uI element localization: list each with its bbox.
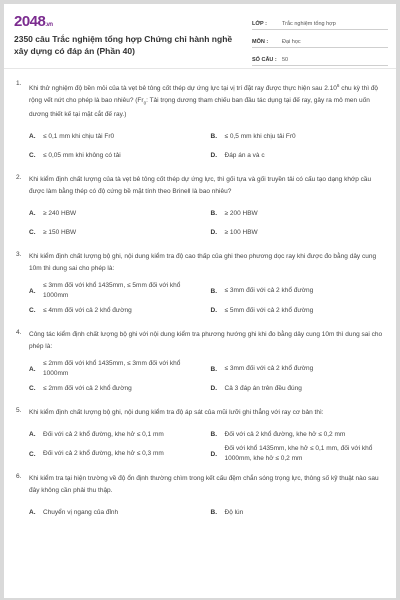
option-a[interactable] bbox=[29, 281, 205, 301]
option-text: ≥ 200 HBW bbox=[224, 209, 258, 217]
question-number: 2. bbox=[16, 174, 22, 182]
option-text: ≤ 2mm đối với cả 2 khổ đường bbox=[43, 384, 132, 392]
question-3 bbox=[16, 251, 386, 320]
option-a[interactable] bbox=[29, 359, 205, 379]
option-d[interactable] bbox=[211, 223, 387, 242]
option-letter: D. bbox=[210, 229, 217, 237]
option-d[interactable] bbox=[211, 444, 387, 464]
header bbox=[4, 4, 396, 66]
logo-text: 2048 bbox=[14, 13, 46, 30]
site-logo[interactable] bbox=[14, 13, 53, 30]
option-b[interactable] bbox=[211, 359, 387, 379]
meta-value: Đại học bbox=[282, 39, 301, 45]
option-a[interactable] bbox=[29, 425, 205, 444]
question-list bbox=[16, 80, 386, 531]
superscript: 6 bbox=[336, 83, 340, 88]
question-4 bbox=[16, 329, 386, 398]
option-letter: A. bbox=[29, 133, 36, 141]
option-text: ≤ 0,5 mm khi chịu tải Fr0 bbox=[224, 132, 296, 140]
option-letter: D. bbox=[210, 385, 217, 393]
option-text: Đối với cả 2 khổ đường, khe hở ≤ 0,1 mm bbox=[43, 430, 164, 438]
option-text: Đối với cả 2 khổ đường, khe hở ≤ 0,2 mm bbox=[224, 430, 346, 438]
option-text: Đối với cả 2 khổ đường, khe hở ≤ 0,3 mm bbox=[43, 450, 164, 458]
option-letter: C. bbox=[29, 450, 36, 458]
document-page bbox=[4, 4, 396, 598]
question-text: Khi kiểm định chất lượng của tà vẹt bê tông cốt thép dự ứng lực, thì gối tựa và gối truyền tải có cấu tạo dạng khớp cầu được làm bằng thép có độ cứng bề mặt tính theo Brinell là bao nhiêu? bbox=[29, 176, 372, 196]
meta-row-class bbox=[252, 16, 388, 30]
option-text: ≤ 0,1 mm khi chịu tải Fr0 bbox=[43, 132, 115, 140]
option-letter: B. bbox=[210, 431, 217, 439]
option-a[interactable] bbox=[29, 503, 205, 522]
option-text: ≤ 2mm đối với khổ 1435mm, ≤ 3mm đối với khổ 1000mm bbox=[43, 360, 181, 378]
option-text: Đáp án a và c bbox=[224, 151, 265, 159]
option-text: ≥ 100 HBW bbox=[224, 228, 258, 236]
option-text: Đối với khổ 1435mm, khe hở ≤ 0,1 mm, đối với khổ 1000mm, khe hở ≤ 0,2 mm bbox=[224, 445, 373, 463]
option-b[interactable] bbox=[211, 503, 387, 522]
meta-label: MÔN : bbox=[252, 39, 269, 45]
question-number: 6. bbox=[16, 473, 22, 481]
logo-suffix: .vn bbox=[45, 22, 53, 28]
option-letter: B. bbox=[210, 287, 217, 295]
option-b[interactable] bbox=[211, 204, 387, 223]
option-c[interactable] bbox=[29, 379, 205, 398]
option-text: ≤ 4mm đối với cả 2 khổ đường bbox=[43, 306, 132, 314]
option-text: ≥ 240 HBW bbox=[43, 209, 77, 217]
option-letter: A. bbox=[29, 210, 36, 218]
option-d[interactable] bbox=[211, 379, 387, 398]
option-c[interactable] bbox=[29, 146, 205, 165]
option-c[interactable] bbox=[29, 444, 205, 464]
option-letter: C. bbox=[29, 307, 36, 315]
question-text: Khi kiểm định chất lượng bộ ghi, nội dung kiểm tra độ cao thấp của ghi theo phương dọc ray khi được đo bằng dây cung 10m thì dung sai cho phép là: bbox=[29, 253, 377, 273]
question-number: 5. bbox=[16, 407, 22, 415]
option-c[interactable] bbox=[29, 301, 205, 320]
question-number: 1. bbox=[16, 80, 22, 87]
option-letter: A. bbox=[29, 287, 36, 295]
option-letter: A. bbox=[29, 431, 36, 439]
option-b[interactable] bbox=[211, 281, 387, 301]
option-text: ≤ 5mm đối với cả 2 khổ đường bbox=[224, 306, 314, 314]
subscript: 0 bbox=[143, 100, 147, 106]
option-text: Chuyển vị ngang của đỉnh bbox=[43, 508, 119, 516]
option-letter: B. bbox=[210, 210, 217, 218]
option-d[interactable] bbox=[211, 146, 387, 165]
question-5 bbox=[16, 407, 386, 464]
option-letter: D. bbox=[210, 307, 217, 315]
option-c[interactable] bbox=[29, 223, 205, 242]
option-d[interactable] bbox=[211, 301, 387, 320]
option-text: Độ lún bbox=[224, 508, 244, 516]
question-number: 4. bbox=[16, 329, 22, 337]
option-letter: D. bbox=[210, 450, 217, 458]
option-letter: C. bbox=[29, 385, 36, 393]
option-letter: B. bbox=[210, 365, 217, 373]
option-b[interactable] bbox=[211, 425, 387, 444]
meta-row-subject bbox=[252, 34, 388, 48]
header-divider bbox=[4, 68, 396, 69]
question-number: 3. bbox=[16, 251, 22, 259]
question-text-part: chu kỳ thì độ rộng vết nứt cho phép là bao nhiêu? (Fr bbox=[29, 85, 379, 105]
question-2 bbox=[16, 174, 386, 242]
meta-label: LỚP : bbox=[252, 21, 267, 27]
option-letter: C. bbox=[29, 229, 36, 237]
option-text: ≤ 0,05 mm khi không có tải bbox=[43, 151, 121, 159]
option-text: ≥ 150 HBW bbox=[43, 228, 77, 236]
meta-label: SỐ CÂU : bbox=[252, 57, 277, 63]
option-letter: B. bbox=[210, 133, 217, 141]
question-text-part: : Tải trọng dương tham chiếu ban đầu tác dụng tại đế ray, gây ra mô men uốn dương thiết kế tại mặt cắt đế ray.) bbox=[29, 97, 370, 119]
question-text: Khi kiểm định chất lượng bộ ghi, nội dung kiểm tra độ áp sát của mũi lưỡi ghi thẳng với ray cơ bản thì: bbox=[29, 409, 324, 417]
question-1 bbox=[16, 80, 386, 165]
option-a[interactable] bbox=[29, 127, 205, 146]
question-text: Công tác kiểm định chất lượng bộ ghi với nội dung kiểm tra phương hướng ghi khi đo bằng dây cung 10m thì dung sai cho phép là: bbox=[29, 331, 383, 351]
question-text-part: Khi thử nghiệm độ bền mỏi của tà vẹt bê tông cốt thép dự ứng lực tại vị trí đặt ray được thực hiện sau 2.10 bbox=[29, 85, 337, 93]
meta-value: Trắc nghiệm tổng hợp bbox=[282, 21, 336, 27]
option-letter: C. bbox=[29, 152, 36, 160]
option-letter: D. bbox=[210, 152, 217, 160]
question-text: Khi kiểm tra tại hiện trường về độ ổn định thường chìm trong kết cấu đệm chắn sóng trọng lực, thông số kỹ thuật nào sau đây không cần phải thu thập. bbox=[29, 475, 379, 495]
option-text: Cả 3 đáp án trên đều đúng bbox=[224, 384, 302, 392]
option-letter: A. bbox=[29, 365, 36, 373]
document-title: 2350 câu Trắc nghiệm tổng hợp Chứng chỉ hành nghề xây dựng có đáp án (Phần 40) bbox=[14, 34, 233, 56]
option-text: ≤ 3mm đối với khổ 1435mm, ≤ 5mm đối với khổ 1000mm bbox=[43, 282, 181, 300]
question-6 bbox=[16, 473, 386, 522]
option-letter: B. bbox=[210, 509, 217, 517]
meta-box bbox=[252, 16, 388, 70]
option-letter: A. bbox=[29, 509, 36, 517]
option-a[interactable] bbox=[29, 204, 205, 223]
option-text: ≤ 3mm đối với cả 2 khổ đường bbox=[224, 287, 314, 295]
meta-row-count bbox=[252, 52, 388, 66]
meta-value: 50 bbox=[282, 57, 289, 63]
option-b[interactable] bbox=[211, 127, 387, 146]
option-text: ≤ 3mm đối với cả 2 khổ đường bbox=[224, 365, 314, 373]
question-text bbox=[29, 80, 386, 121]
